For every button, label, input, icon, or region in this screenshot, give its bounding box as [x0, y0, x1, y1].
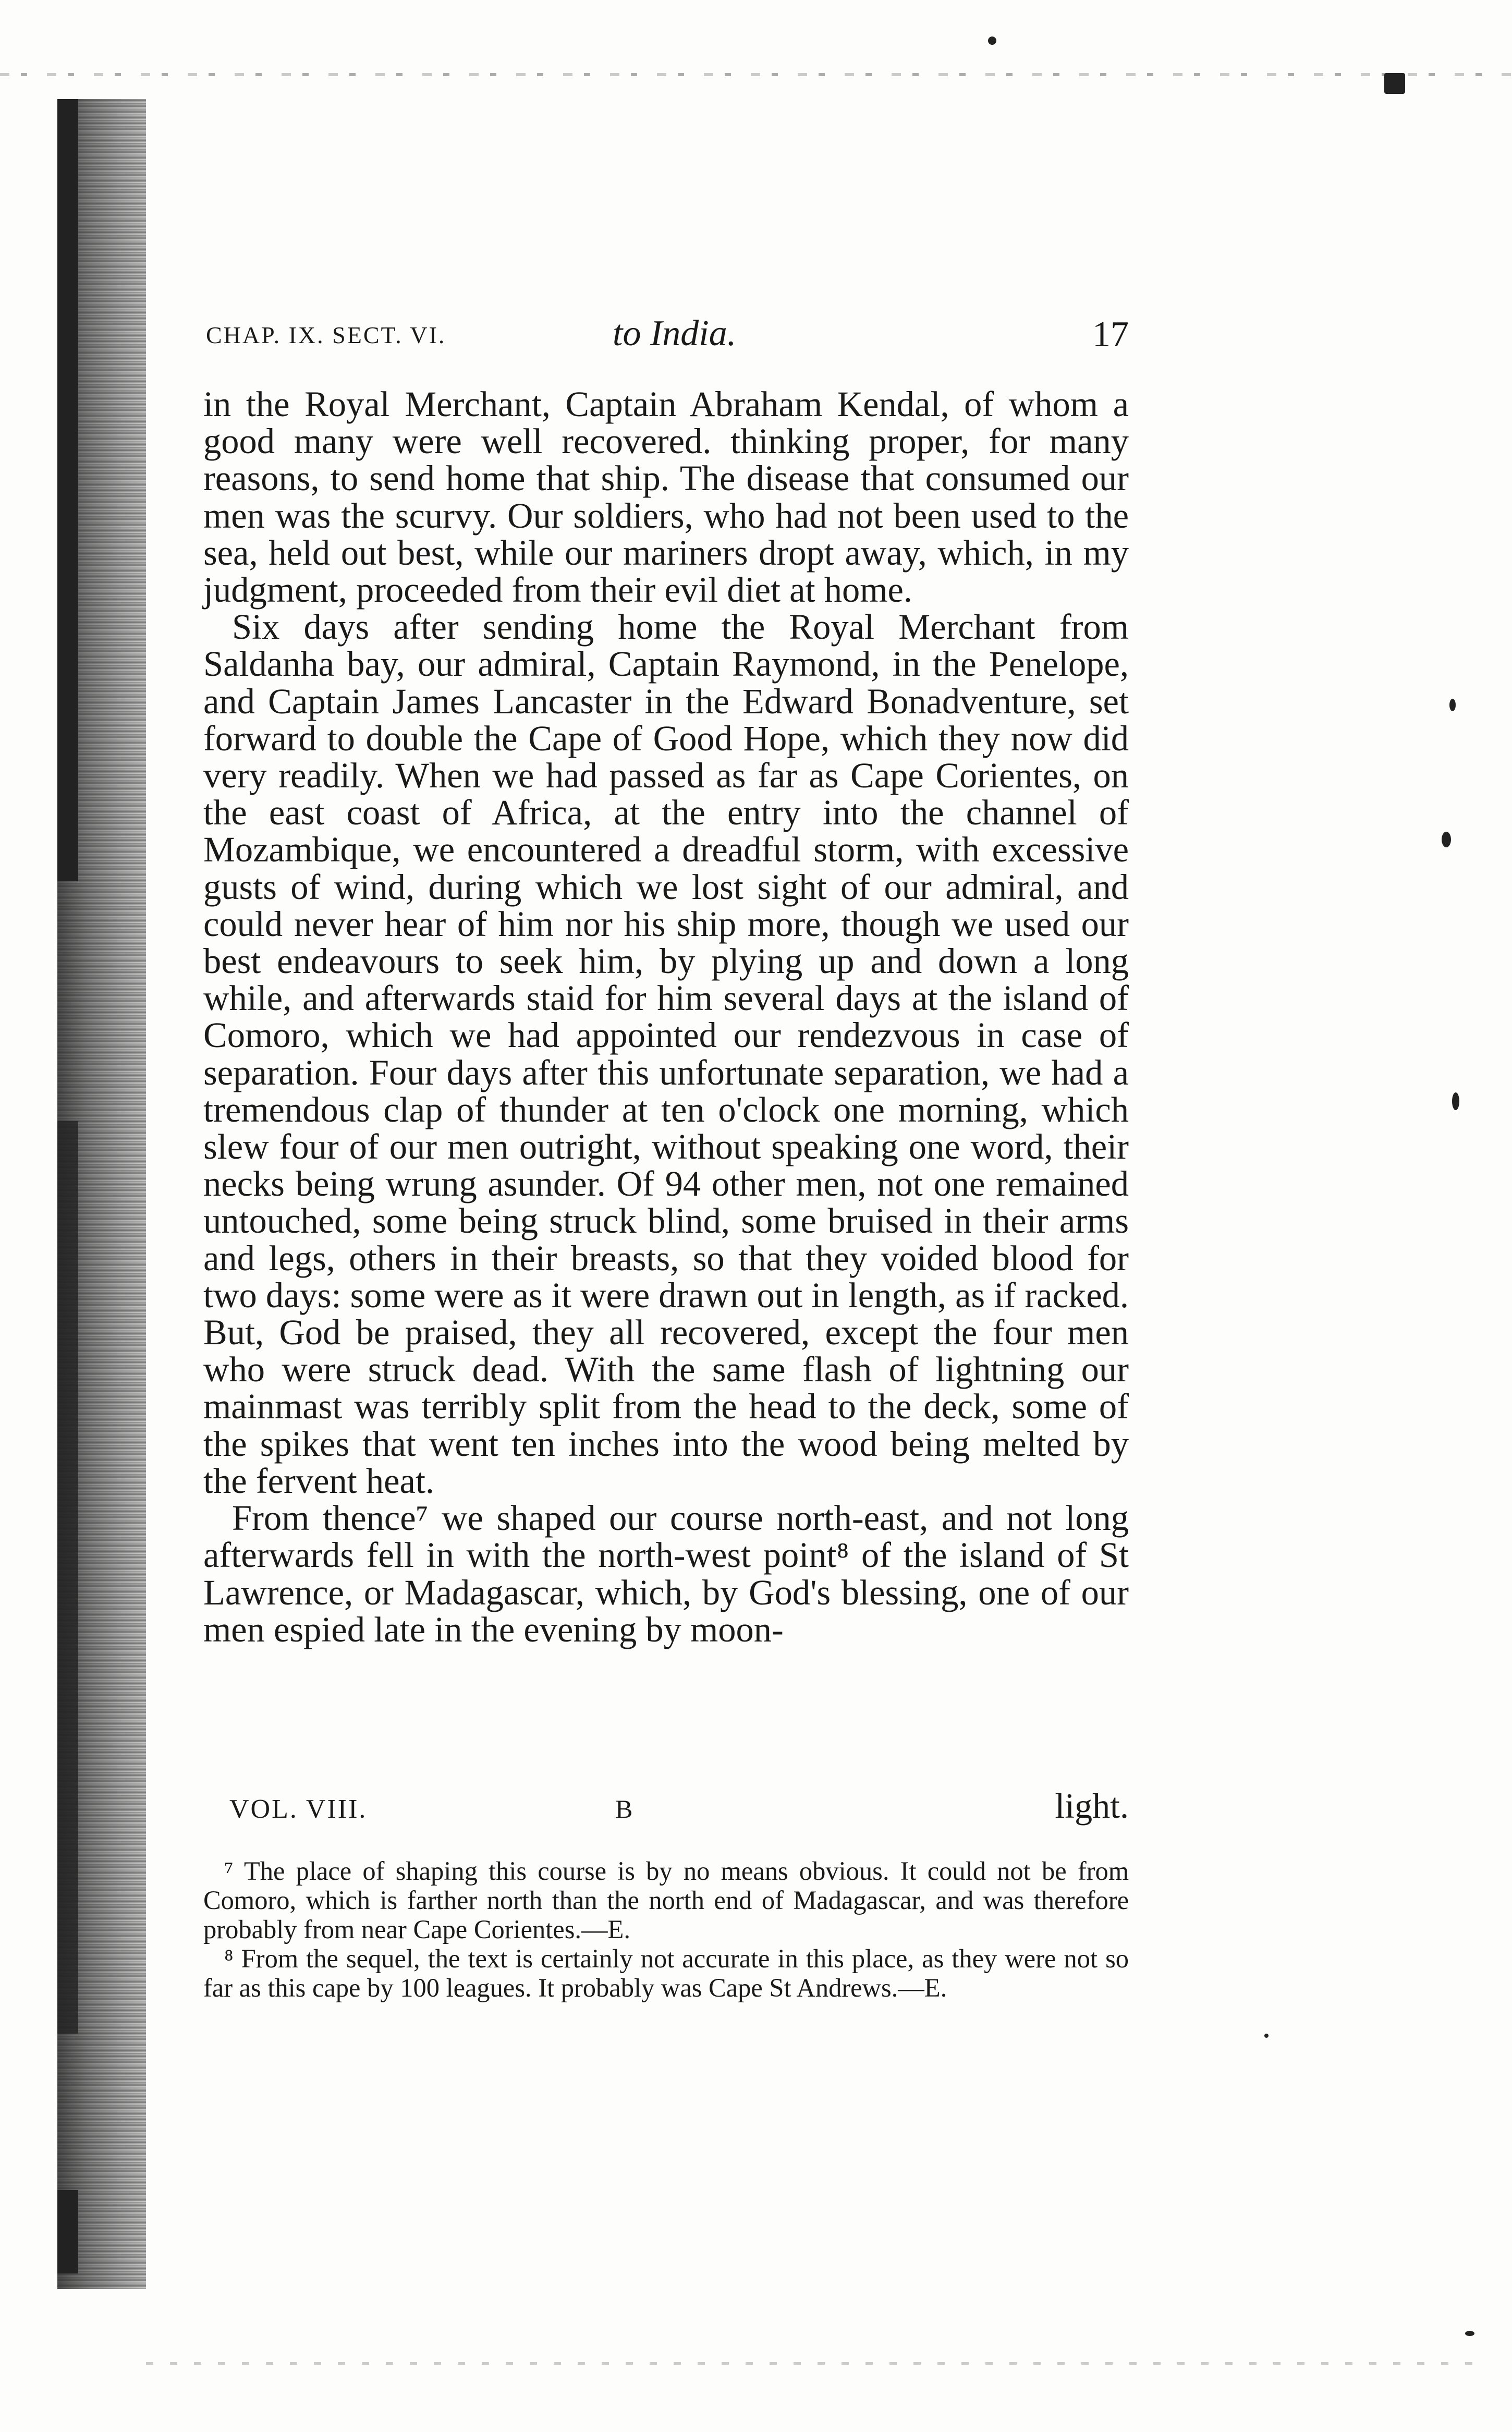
scan-speck: [1264, 2034, 1269, 2038]
scan-speck: [1442, 832, 1451, 847]
footnote: ⁸ From the sequel, the text is certainly not accurate in this place, as they were not so far as this cape by 100 leagues. It probably was Cape St Andrews.—E.: [203, 1944, 1129, 2002]
scan-speck: [1465, 2331, 1474, 2336]
scan-speck: [1449, 699, 1456, 711]
page-number: 17: [1092, 314, 1129, 355]
scan-binding-shadow: [57, 2190, 78, 2273]
paragraph: in the Royal Merchant, Captain Abraham Kendal, of whom a good many were well recovered. thinking proper, for many reasons, to send home that ship. The disease that consumed our men was the scurvy. Our soldiers, who had not been used to the sea, held out best, while our mariners dropt away, which, in my judgment, proceeded from their evil diet at home.: [203, 384, 1129, 610]
paragraph: Six days after sending home the Royal Merchant from Saldanha bay, our admiral, Captain Raymond, in the Penelope, and Captain James Lancaster in the Edward Bonadventure, set forward to double the Cape of Good Hope, which they now did very readily. When we had passed as far as Cape Corientes, on the east coast of Africa, at the entry into the channel of Mozambique, we encountered a dreadful storm, with excessive gusts of wind, during which we lost sight of our admiral, and could never hear of him nor his ship more, though we used our best endeavours to seek him, by plying up and down a long while, and afterwards staid for him several days at the island of Comoro, which we had appointed our rendezvous in case of separation. Four days after this unfortunate separation, we had a tremendous clap of thunder at ten o'clock one morning, which slew four of our men outright, without speaking one word, their necks being wrung asunder. Of 94 other men, not one remained untouched, some being struck blind, some bruised in their arms and legs, others in their breasts, so that they voided blood for two days: some were as it were drawn out in length, as if racked. But, God be praised, they all recovered, except the four men who were struck dead. With the same flash of lightning our mainmast was terribly split from the head to the deck, some of the spikes that went ten inches into the wood being melted by the fervent heat.: [203, 607, 1129, 1501]
catchword: light.: [1055, 1786, 1129, 1826]
footnotes: [203, 1856, 1129, 2002]
scan-speck: [1452, 1092, 1459, 1110]
signature-mark: B: [615, 1794, 633, 1823]
chapter-section-label: CHAP. IX. SECT. VI.: [206, 322, 446, 348]
scan-speck: [1384, 73, 1405, 94]
body-text: [203, 386, 1129, 1648]
footnote: ⁷ The place of shaping this course is by no means obvious. It could not be from Comoro, which is farther north than the north end of Madagascar, and was therefore probably from near Cape Corientes.—E.: [203, 1856, 1129, 1944]
running-title: to India.: [613, 313, 737, 354]
scan-bottom-edge: [146, 2362, 1481, 2365]
signature-line: [229, 1786, 1129, 1830]
scan-speck: [988, 37, 996, 45]
scan-top-edge: [0, 73, 1512, 76]
running-head: [206, 313, 1129, 370]
scan-binding-shadow: [57, 1121, 78, 2034]
paragraph: From thence⁷ we shaped our course north-east, and not long afterwards fell in with the north-west point⁸ of the island of St Lawrence, or Madagascar, which, by God's blessing, one of our men espied late in the evening by moon-: [203, 1498, 1129, 1649]
scan-binding-shadow: [57, 99, 78, 881]
volume-label: VOL. VIII.: [229, 1794, 368, 1824]
